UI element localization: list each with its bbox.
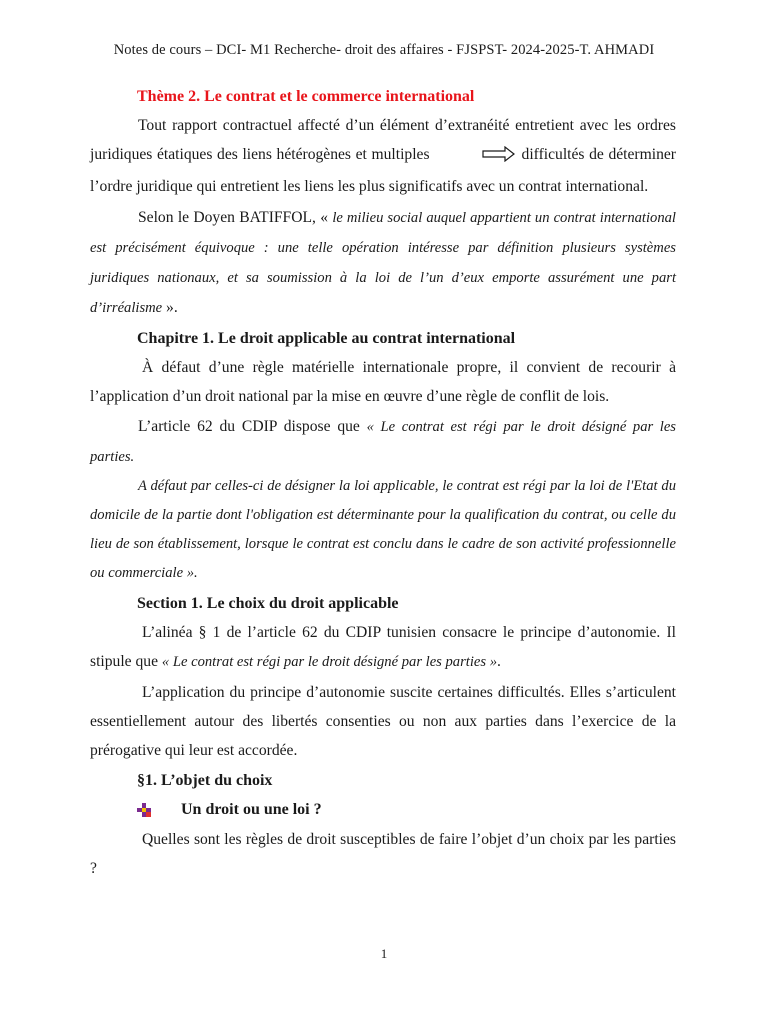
article-62-quote: « Le contrat est régi par le droit désigné par les parties. <box>90 419 676 465</box>
paragraph-1-part-a: Tout rapport contractuel affecté d’un élément d’extranéité entretient avec les ordres juridiques étatiques des liens hétérogènes et multiples <box>90 117 676 163</box>
paragraph-8: Quelles sont les règles de droit susceptibles de faire l’objet d’un choix par les parties ? <box>90 831 676 877</box>
bullet-cross-icon <box>137 803 151 817</box>
paragraph-6-lead: L’alinéa § 1 de l’article 62 du CDIP tunisien consacre le principe d’autonomie. Il stipule que <box>90 624 676 670</box>
page-number: 1 <box>380 946 388 961</box>
bullet-heading <box>90 795 676 824</box>
subsection-title: §1. L’objet du choix <box>137 772 273 789</box>
paragraph-2-lead: Selon le Doyen BATIFFOL, « <box>138 209 333 226</box>
paragraph-3: À défaut d’une règle matérielle internationale propre, il convient de recourir à l’application d’un droit national par la mise en œuvre d’une règle de conflit de lois. <box>90 359 676 405</box>
autonomy-quote: « Le contrat est régi par le droit désigné par les parties » <box>161 654 497 670</box>
theme-title: Thème 2. Le contrat et le commerce international <box>137 88 475 105</box>
right-arrow-icon <box>434 143 516 172</box>
section-title: Section 1. Le choix du droit applicable <box>137 595 399 612</box>
paragraph-5: A défaut par celles-ci de désigner la loi applicable, le contrat est régi par la loi de l'Etat du domicile de la partie dont l'obligation est déterminante pour la qualification du contrat, ou celle du lieu de son établissement, lorsque le contrat est conclu dans le cadre de son activité professionnelle ou commerciale ». <box>90 478 676 581</box>
paragraph-1 <box>90 111 676 201</box>
paragraph-4-lead: L’article 62 du CDIP dispose que <box>138 418 367 435</box>
paragraph-6-tail: . <box>497 653 501 670</box>
batiffol-quote: le milieu social auquel appartient un contrat international est précisément équivoque : une telle opération intéresse par définition plusieurs systèmes juridiques nationaux, et sa soumission à la loi de l’un d’eux emporte assurément une part d’irréalisme <box>90 210 676 316</box>
paragraph-1-part-b: difficultés de déterminer l’ordre juridique qui entretient les liens les plus significatifs avec un contrat international. <box>90 146 676 195</box>
paragraph-6 <box>90 618 676 677</box>
paragraph-7: L’application du principe d’autonomie suscite certaines difficultés. Elles s’articulent essentiellement autour des libertés consenties ou non aux parties dans l’exercice de la prérogative qui leur est accordée. <box>90 684 676 759</box>
bullet-title: Un droit ou une loi ? <box>181 801 322 818</box>
page-header: Notes de cours – DCI- M1 Recherche- droit des affaires - FJSPST- 2024-2025-T. AHMADI <box>113 42 655 58</box>
chapter-title: Chapitre 1. Le droit applicable au contrat international <box>137 330 516 347</box>
paragraph-2-tail: ». <box>162 299 178 316</box>
document-body <box>90 80 676 883</box>
paragraph-4 <box>90 412 676 472</box>
paragraph-2 <box>90 203 676 323</box>
